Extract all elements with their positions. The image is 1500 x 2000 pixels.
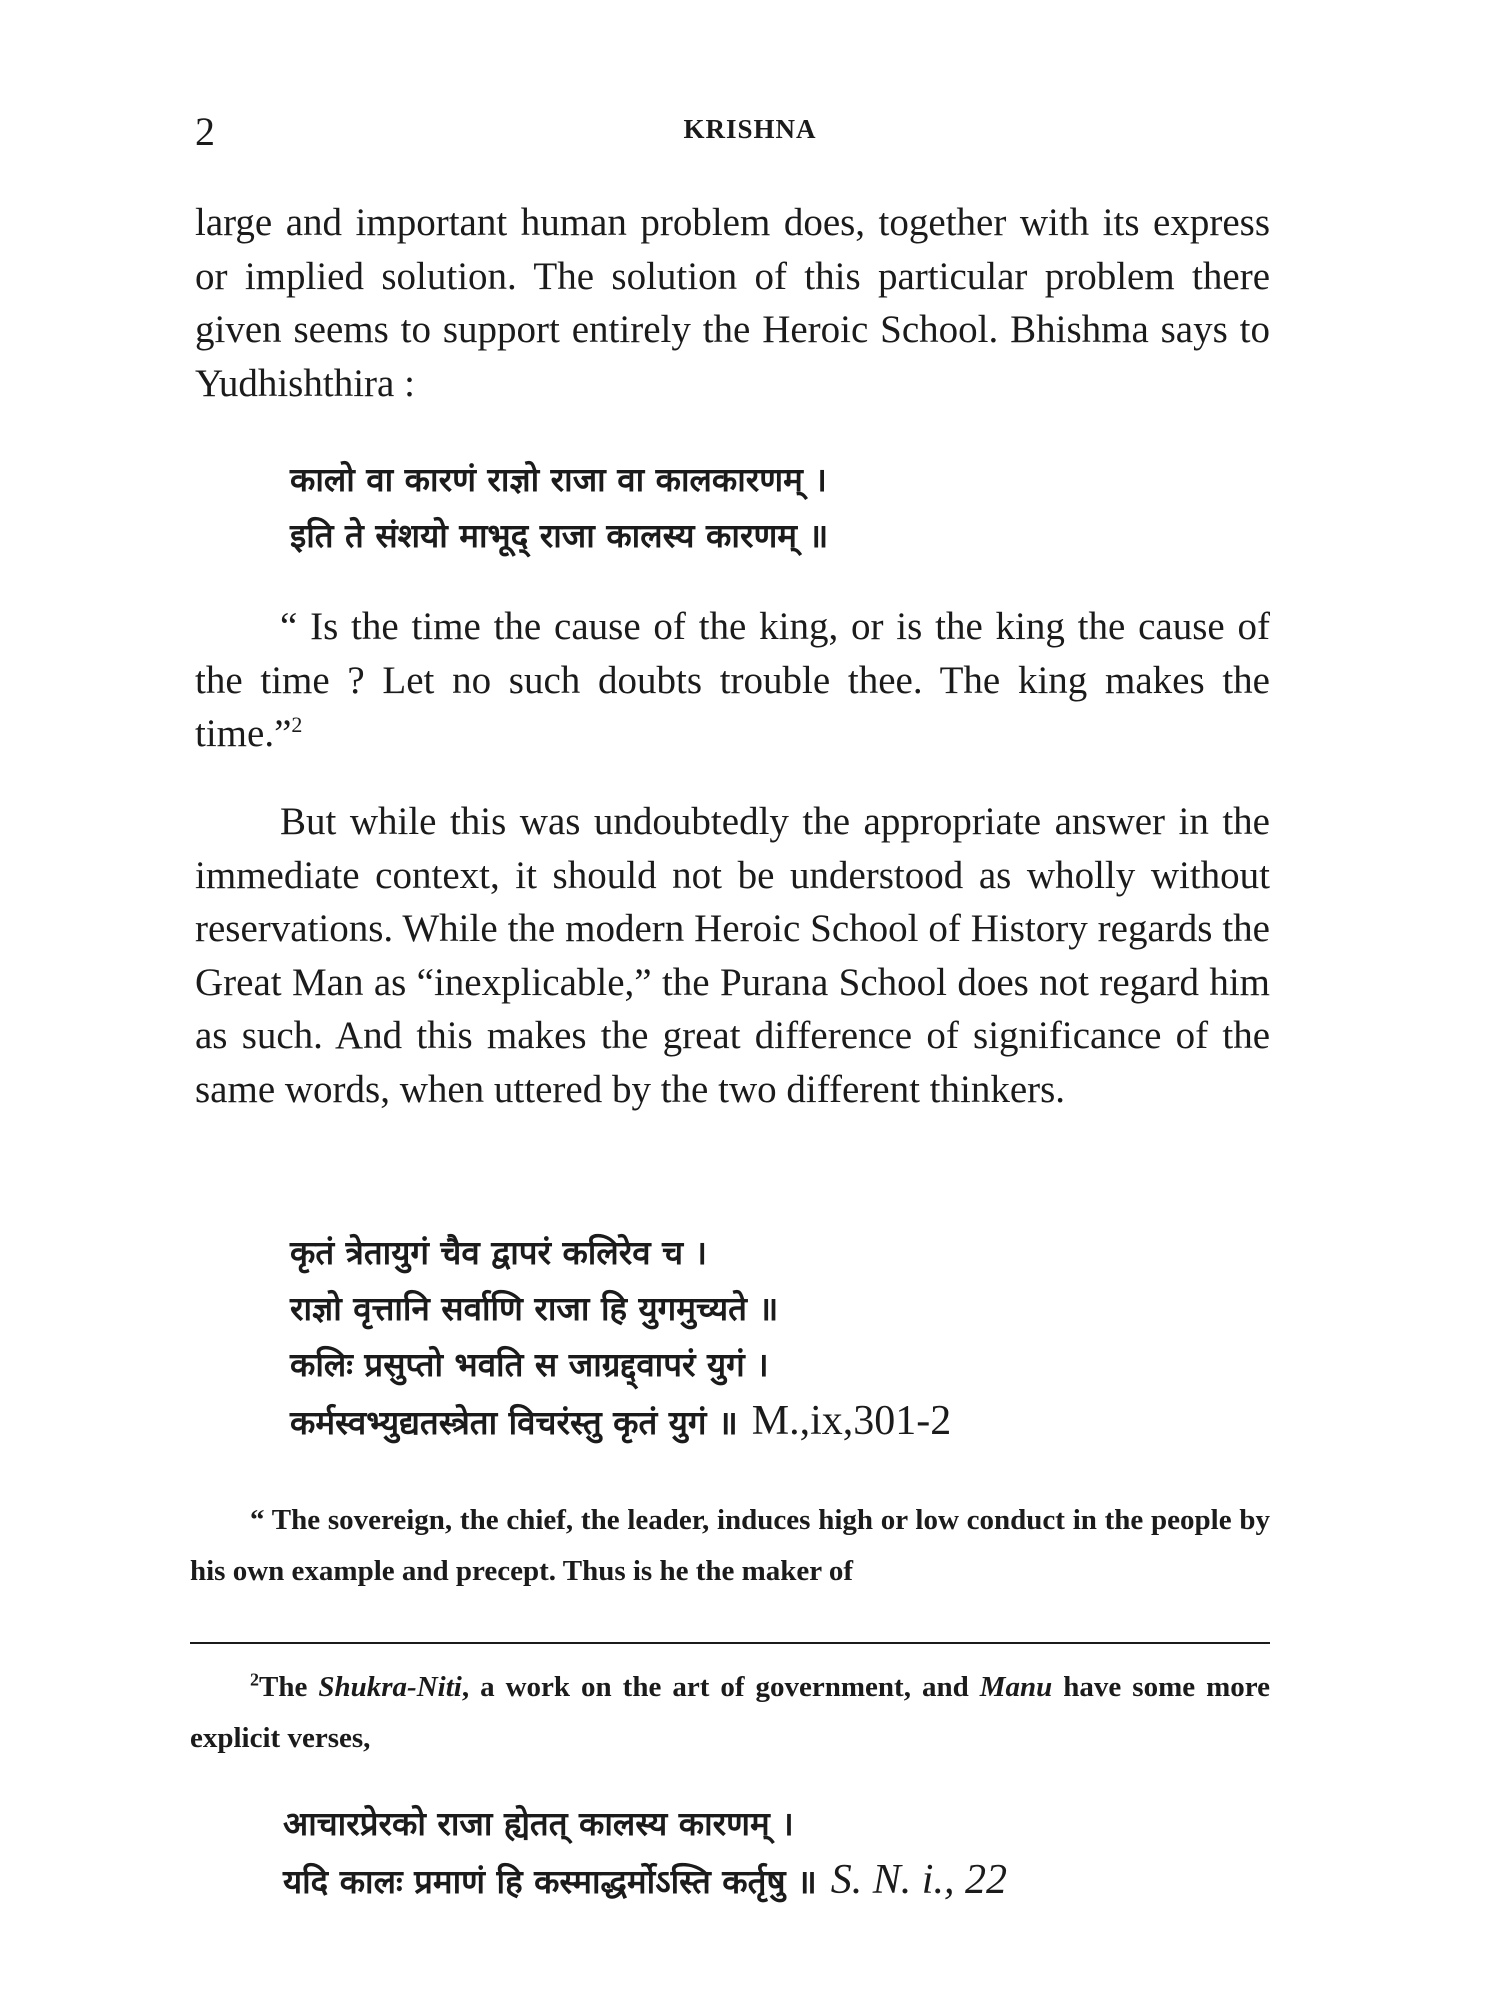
verse-line: इति ते संशयो माभूद् राजा कालस्य कारणम् ॥ — [290, 516, 829, 555]
verse-line — [283, 1852, 1007, 1910]
footnote-reference: 2 — [291, 712, 303, 737]
paragraph-translation — [195, 600, 1270, 761]
verse-line: कृतं त्रेतायुगं चैव द्वापरं कलिरेव च । — [290, 1233, 708, 1272]
sanskrit-verse-kalo-va — [290, 452, 828, 564]
footnote-divider — [190, 1642, 1270, 1644]
work-title: Manu — [979, 1671, 1053, 1703]
footnote — [190, 1662, 1270, 1764]
paragraph-sovereign: “ The sovereign, the chief, the leader, induces high or low conduct in the people by his own example and precept. Thus is he the maker of — [190, 1504, 1270, 1587]
paragraph-purana-school: But while this was undoubtedly the appropriate answer in the immediate context, it should not be understood as wholly without reservations. While the modern Heroic School of History regards the Great Man as “inexplicable,” the Purana School does not regard him as such. And this makes the great difference of significance of the same words, when uttered by the two different thinkers. — [195, 800, 1270, 1111]
verse-line — [290, 1393, 951, 1451]
verse-line: आचारप्रेरको राजा ह्येतत् कालस्य कारणम् । — [283, 1804, 794, 1843]
page-number: 2 — [195, 109, 215, 154]
paragraph-heroic-school: large and important human problem does, together with its express or implied solution. The solution of this particular problem there given seems to support entirely the Heroic School. Bhishma says to Yudhishthira : — [195, 201, 1270, 405]
footnote-text: The — [259, 1671, 319, 1703]
translation-text: “ Is the time the cause of the king, or is the king the cause of the time ? Let no such doubts trouble thee. The king makes the time.” — [195, 605, 1270, 755]
sanskrit-verse-shukra-niti — [283, 1796, 1007, 1910]
footnote-text: have some more explicit verses, — [190, 1671, 1271, 1754]
work-title: Shukra-Niti — [318, 1671, 462, 1703]
running-title: KRISHNA — [683, 114, 817, 144]
verse-line: कालो वा कारणं राज्ञो राजा वा कालकारणम् । — [290, 460, 827, 499]
verse-line-text: कर्मस्वभ्युद्यतस्त्रेता विचरंस्तु कृतं युगं ॥ — [290, 1403, 738, 1442]
verse-line: राज्ञो वृत्तानि सर्वाणि राजा हि युगमुच्यते ॥ — [290, 1289, 779, 1328]
footnote-text: , a work on the art of government, and — [461, 1671, 980, 1703]
verse-line-text: यदि कालः प्रमाणं हि कस्माद्धर्मोऽस्ति कर्तृषु ॥ — [283, 1862, 817, 1901]
sanskrit-verse-manu — [290, 1225, 951, 1451]
running-head — [0, 108, 1500, 152]
verse-citation: M.,ix,301-2 — [751, 1398, 952, 1444]
verse-line: कलिः प्रसुप्तो भवति स जाग्रद्द्वापरं युगं । — [290, 1345, 769, 1384]
footnote-marker: 2 — [250, 1669, 259, 1690]
verse-citation: S. N. i., 22 — [830, 1857, 1007, 1903]
